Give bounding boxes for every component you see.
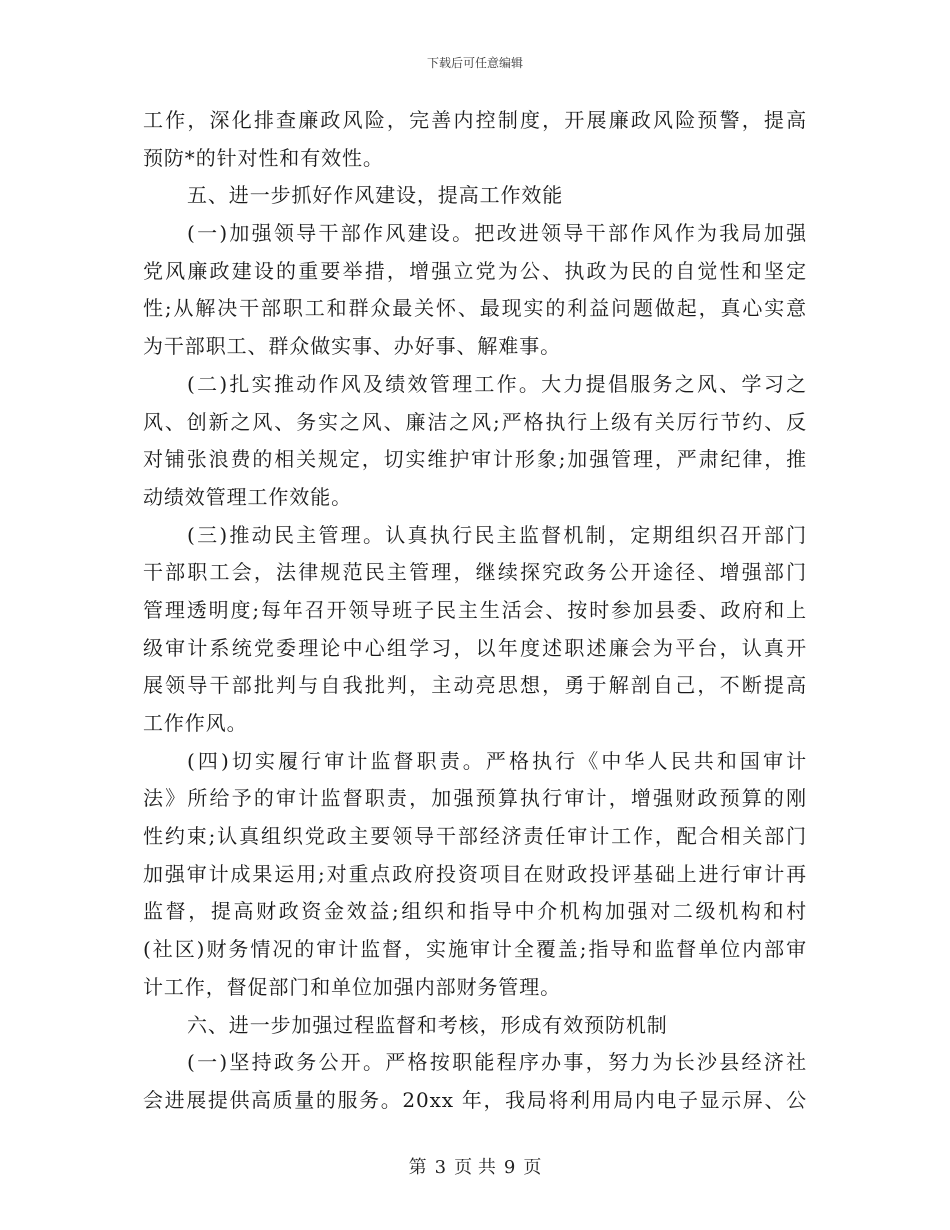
footer-mid: 页 共 bbox=[454, 1157, 496, 1178]
section-heading: 六、进一步加强过程监督和考核，形成有效预防机制 bbox=[187, 1012, 668, 1037]
text-line: 工作，深化排查廉政风险，完善内控制度，开展廉政风险预警，提高 bbox=[143, 108, 807, 132]
text-line: 性约束;认真组织党政主要领导干部经济责任审计工作，配合相关部门 bbox=[143, 824, 807, 849]
footer-suffix: 页 bbox=[523, 1157, 542, 1178]
text-line: 为干部职工、群众做实事、办好事、解难事。 bbox=[143, 334, 561, 359]
text-line: (社区)财务情况的审计监督，实施审计全覆盖;指导和监督单位内部审 bbox=[143, 937, 807, 962]
text-line: 展领导干部批判与自我批判，主动亮思想，勇于解剖自己，不断提高 bbox=[143, 673, 807, 698]
text-line: 预防*的针对性和有效性。 bbox=[143, 145, 384, 170]
document-body bbox=[143, 102, 807, 1120]
page-header-note: 下载后可任意编辑 bbox=[426, 56, 523, 70]
footer-prefix: 第 bbox=[408, 1157, 427, 1178]
text-line: (三)推动民主管理。认真执行民主监督机制，定期组织召开部门 bbox=[187, 522, 807, 547]
text-line: 工作作风。 bbox=[143, 711, 248, 735]
text-line: 风、创新之风、务实之风、廉洁之风;严格执行上级有关厉行节约、反 bbox=[143, 409, 807, 434]
text-line: 性;从解决干部职工和群众最关怀、最现实的利益问题做起，真心实意 bbox=[143, 296, 807, 321]
text-line: 党风廉政建设的重要举措，增强立党为公、执政为民的自觉性和坚定 bbox=[143, 258, 807, 283]
text-line: 级审计系统党委理论中心组学习，以年度述职述廉会为平台，认真开 bbox=[143, 635, 807, 660]
text-line: 法》所给予的审计监督职责，加强预算执行审计，增强财政预算的刚 bbox=[143, 786, 807, 811]
text-line: 会进展提供高质量的服务。20xx 年，我局将利用局内电子显示屏、公 bbox=[143, 1087, 807, 1112]
current-page-number: 3 bbox=[434, 1157, 447, 1178]
total-page-number: 9 bbox=[503, 1157, 516, 1178]
section-heading: 五、进一步抓好作风建设，提高工作效能 bbox=[187, 183, 564, 208]
text-line: (四)切实履行审计监督职责。严格执行《中华人民共和国审计 bbox=[187, 748, 807, 773]
text-line: 加强审计成果运用;对重点政府投资项目在财政投评基础上进行审计再 bbox=[143, 861, 807, 886]
page-number-footer bbox=[0, 1153, 950, 1179]
text-line: 监督，提高财政资金效益;组织和指导中介机构加强对二级机构和村 bbox=[143, 899, 807, 924]
text-line: (一)坚持政务公开。严格按职能程序办事，努力为长沙县经济社 bbox=[187, 1050, 807, 1075]
text-line: 计工作，督促部门和单位加强内部财务管理。 bbox=[143, 974, 561, 999]
text-line: 动绩效管理工作效能。 bbox=[143, 484, 352, 509]
text-line: 管理透明度;每年召开领导班子民主生活会、按时参加县委、政府和上 bbox=[143, 597, 807, 622]
text-line: (二)扎实推动作风及绩效管理工作。大力提倡服务之风、学习之 bbox=[187, 371, 807, 396]
text-line: 对铺张浪费的相关规定，切实维护审计形象;加强管理，严肃纪律，推 bbox=[143, 447, 807, 472]
text-line: 干部职工会，法律规范民主管理，继续探究政务公开途径、增强部门 bbox=[143, 560, 807, 585]
text-line: (一)加强领导干部作风建设。把改进领导干部作风作为我局加强 bbox=[187, 221, 807, 246]
